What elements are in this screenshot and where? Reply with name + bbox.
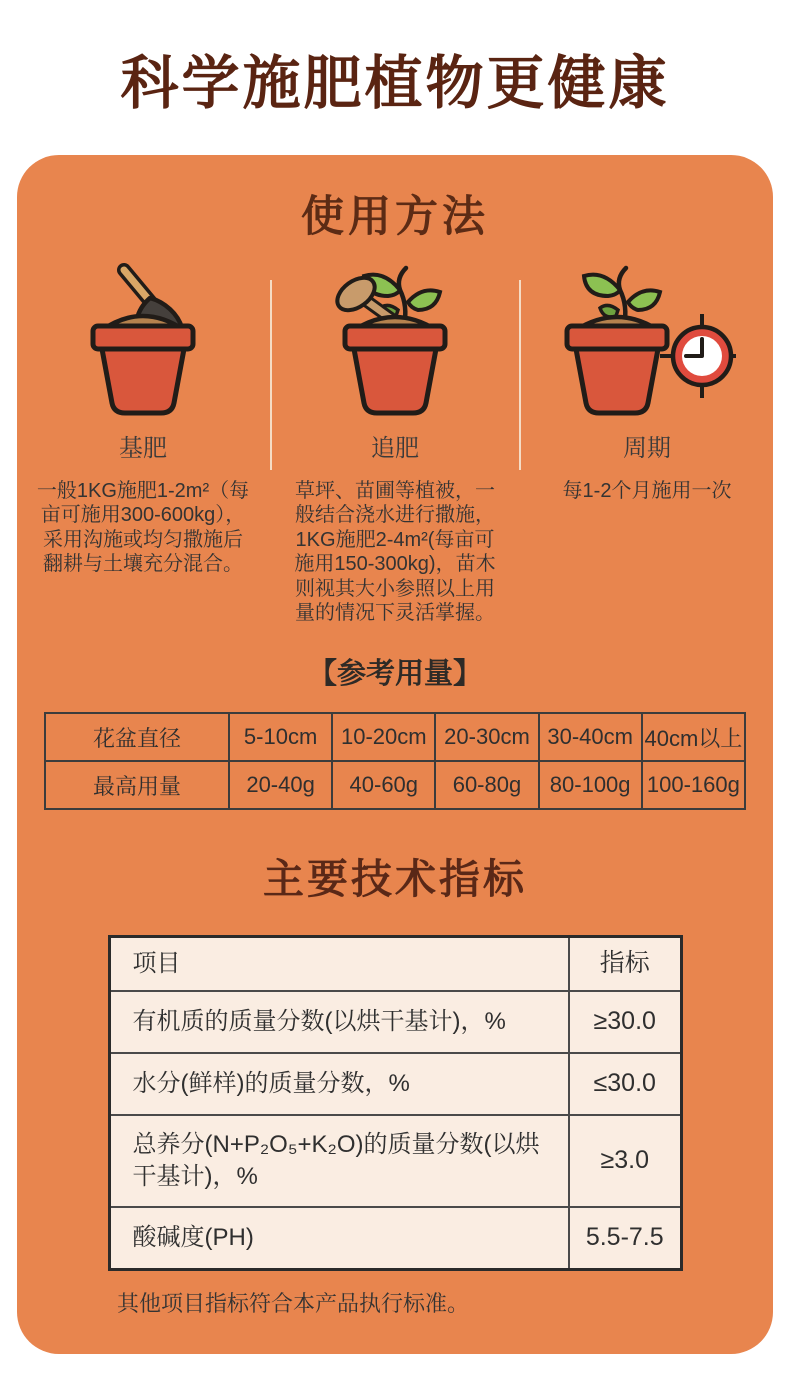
flower-pot-shape — [93, 326, 193, 413]
method-top-dressing — [269, 262, 521, 625]
tech-row-nutrients — [109, 1115, 681, 1208]
dosage-cell: 30-40cm — [539, 713, 642, 761]
dosage-row-header: 花盆直径 — [45, 713, 229, 761]
page-title: 科学施肥植物更健康 — [120, 51, 670, 116]
dosage-cell: 5-10cm — [229, 713, 332, 761]
flower-pot-shape — [567, 326, 667, 413]
clock-icon — [660, 314, 736, 398]
usage-section-title: 使用方法 — [301, 193, 489, 241]
tech-item: 水分(鲜样)的质量分数，% — [109, 1053, 569, 1115]
tech-spec-table — [108, 935, 683, 1271]
tech-item: 酸碱度(PH) — [109, 1207, 569, 1269]
tech-header-value: 指标 — [569, 937, 681, 991]
pot-shovel-icon — [68, 262, 218, 422]
dosage-cell: 40-60g — [332, 761, 435, 809]
tech-header-row — [109, 937, 681, 991]
tech-section-title: 主要技术指标 — [263, 856, 527, 903]
method-cycle — [521, 262, 773, 625]
tech-row-moisture — [109, 1053, 681, 1115]
method-text: 草坪、苗圃等植被，一般结合浇水进行撒施，1KG施肥2-4m²(每亩可施用150-300kg)，苗木则视其大小参照以上用量的情况下灵活掌握。 — [294, 480, 496, 624]
tech-row-ph — [109, 1207, 681, 1269]
tech-item: 有机质的质量分数(以烘干基计)，% — [109, 991, 569, 1053]
pot-spoon-sprout-icon — [320, 262, 470, 422]
tech-row-organic — [109, 991, 681, 1053]
content-panel — [17, 155, 773, 1354]
tech-header-item: 项目 — [109, 937, 569, 991]
dosage-cell: 40cm以上 — [642, 713, 745, 761]
dosage-cell: 100-160g — [642, 761, 745, 809]
tech-value: ≥3.0 — [569, 1115, 681, 1208]
method-label: 周期 — [623, 435, 671, 462]
dosage-table — [44, 712, 746, 810]
usage-methods-row — [17, 262, 773, 625]
dosage-cell: 80-100g — [539, 761, 642, 809]
dosage-row-header: 最高用量 — [45, 761, 229, 809]
method-text: 一般1KG施肥1-2m²（每亩可施用300-600kg），采用沟施或均匀撒施后翻耕与土壤充分混合。 — [36, 480, 250, 576]
dosage-row-diameter — [45, 713, 745, 761]
column-divider — [519, 280, 521, 470]
method-label: 基肥 — [119, 435, 167, 462]
column-divider — [270, 280, 272, 470]
pot-clock-icon — [558, 262, 736, 422]
dosage-cell: 10-20cm — [332, 713, 435, 761]
tech-note: 其他项目指标符合本产品执行标准。 — [117, 1291, 470, 1317]
tech-item: 总养分(N+P₂O₅+K₂O)的质量分数(以烘干基计)，% — [109, 1115, 569, 1208]
tech-value: ≤30.0 — [569, 1053, 681, 1115]
method-base-fertilizer — [17, 262, 269, 625]
dosage-cell: 20-30cm — [435, 713, 538, 761]
dosage-section-title: 【参考用量】 — [307, 658, 482, 691]
tech-value: ≥30.0 — [569, 991, 681, 1053]
method-label: 追肥 — [371, 435, 419, 462]
dosage-row-amount — [45, 761, 745, 809]
flower-pot-shape — [345, 326, 445, 413]
dosage-cell: 60-80g — [435, 761, 538, 809]
method-text: 每1-2个月施用一次 — [562, 480, 732, 502]
dosage-cell: 20-40g — [229, 761, 332, 809]
tech-value: 5.5-7.5 — [569, 1207, 681, 1269]
